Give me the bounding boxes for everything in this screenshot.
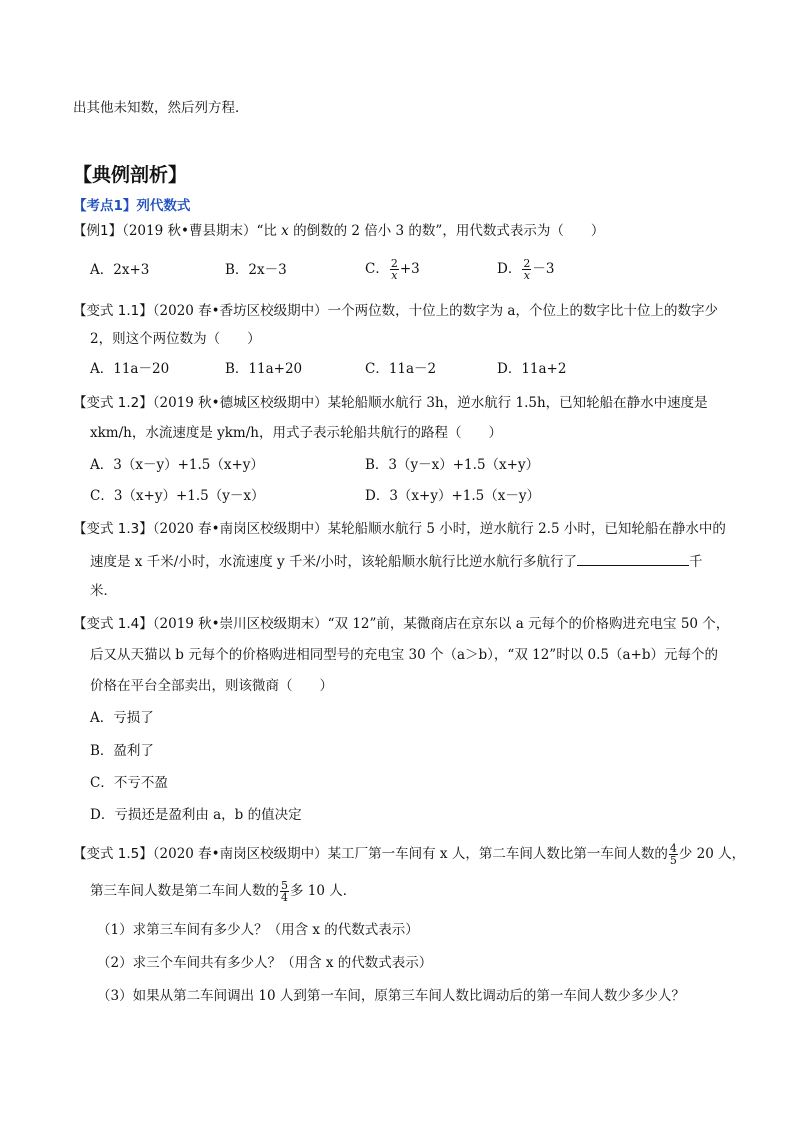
variant-1-5-text2a: 第三车间人数是第二车间人数的 bbox=[90, 883, 279, 899]
fraction-denominator: x bbox=[523, 269, 530, 282]
variant-1-2-text1: （2019 秋•德城区校级期中）某轮船顺水航行 3h，逆水航行 1.5h，已知轮船在静水中速度是 bbox=[152, 395, 708, 411]
variant-1-1-option-a: A．11a－20 bbox=[90, 361, 170, 377]
fraction-2-over-x bbox=[522, 258, 531, 281]
variant-1-5-text1b: 少 20 人， bbox=[678, 846, 746, 862]
option-d-tail: －3 bbox=[532, 261, 555, 277]
variant-1-1-text1: （2020 春•香坊区校级期中）一个两位数，十位上的数字为 a，个位上的数字比十位上的数字少 bbox=[152, 303, 718, 319]
variant-1-2-option-a: A．3（x－y）+1.5（x+y） bbox=[90, 457, 264, 473]
option-c-tail: +3 bbox=[399, 261, 420, 277]
variant-1-3-text1: （2020 春•南岗区校级期中）某轮船顺水航行 5 小时，逆水航行 2.5 小时，已知轮船在静水中的 bbox=[152, 521, 726, 537]
variant-1-5-question-2: （2）求三个车间共有多少人？（用含 x 的代数式表示） bbox=[97, 955, 433, 971]
fraction-5-over-4 bbox=[280, 880, 289, 903]
option-c-label: C． bbox=[365, 261, 389, 277]
example-1-text-b: 的倒数的 2 倍小 3 的数”，用代数式表示为（ ） bbox=[288, 223, 605, 239]
example-1-var: x bbox=[281, 223, 289, 239]
fraction-numerator: 2 bbox=[390, 257, 398, 270]
variant-1-4-line1 bbox=[73, 614, 729, 634]
variant-1-1-line1 bbox=[73, 301, 718, 321]
fraction-numerator: 4 bbox=[669, 842, 677, 855]
variant-1-3-text2: 速度是 x 千米/小时，水流速度 y 千米/小时，该轮船顺水航行比逆水航行多航行了 bbox=[90, 554, 578, 570]
variant-1-1-tag: 【变式 1.1】 bbox=[73, 303, 153, 319]
variant-1-5-text1a: （2020 春•南岗区校级期中）某工厂第一车间有 x 人，第二车间人数比第一车间人数的 bbox=[152, 846, 668, 862]
fraction-denominator: 5 bbox=[669, 854, 677, 867]
fraction-4-over-5 bbox=[669, 843, 678, 866]
example-1-text-a: “比 bbox=[256, 223, 282, 239]
option-d-label: D． bbox=[497, 261, 522, 277]
variant-1-3-tag: 【变式 1.3】 bbox=[73, 521, 153, 537]
example-1-option-d bbox=[497, 258, 554, 281]
variant-1-3-line3: 米． bbox=[90, 583, 117, 599]
example-1-option-b: B．2x－3 bbox=[225, 262, 287, 278]
variant-1-5-line2 bbox=[90, 880, 356, 903]
variant-1-5-line1 bbox=[73, 843, 745, 866]
variant-1-4-line2: 后又从天猫以 b 元每个的价格购进相同型号的充电宝 30 个（a＞b），“双 12”时以 0.5（a+b）元每个的 bbox=[90, 647, 718, 663]
kaodian-heading: 【考点1】列代数式 bbox=[73, 198, 191, 214]
fraction-denominator: 4 bbox=[281, 891, 288, 904]
variant-1-4-line3: 价格在平台全部卖出，则该微商（ ） bbox=[90, 678, 333, 694]
variant-1-5-tag: 【变式 1.5】 bbox=[73, 846, 153, 862]
variant-1-4-option-d: D．亏损还是盈利由 a，b 的值决定 bbox=[90, 807, 302, 823]
example-1-question bbox=[73, 221, 604, 241]
variant-1-1-line2: 2，则这个两位数为（ ） bbox=[90, 331, 261, 347]
variant-1-1-option-c: C．11a－2 bbox=[365, 361, 437, 377]
variant-1-4-option-c: C．不亏不盈 bbox=[90, 775, 168, 791]
variant-1-2-option-c: C．3（x+y）+1.5（y－x） bbox=[90, 488, 265, 504]
example-1-option-c bbox=[365, 258, 420, 281]
variant-1-3-text2-end: 千 bbox=[689, 554, 703, 570]
variant-1-1-option-b: B．11a+20 bbox=[225, 361, 303, 377]
variant-1-2-line2: xkm/h，水流速度是 ykm/h，用式子表示轮船共航行的路程（ ） bbox=[90, 425, 502, 441]
fraction-numerator: 2 bbox=[523, 257, 531, 270]
fraction-2-over-x bbox=[390, 258, 399, 281]
variant-1-2-line1 bbox=[73, 393, 708, 413]
section-title: 【典例剖析】 bbox=[73, 164, 188, 186]
variant-1-5-question-3: （3）如果从第二车间调出 10 人到第一车间，原第三车间人数比调动后的第一车间人数少多少人？ bbox=[97, 988, 685, 1004]
variant-1-2-option-d: D．3（x+y）+1.5（x－y） bbox=[365, 488, 540, 504]
answer-blank[interactable] bbox=[577, 551, 689, 566]
variant-1-5-question-1: （1）求第三车间有多少人？（用含 x 的代数式表示） bbox=[97, 922, 419, 938]
variant-1-2-option-b: B．3（y－x）+1.5（x+y） bbox=[365, 457, 540, 473]
variant-1-4-text1: （2019 秋•崇川区校级期末）“双 12”前，某微商店在京东以 a 元每个的价格购进充电宝 50 个， bbox=[152, 616, 730, 632]
example-1-source: （2019 秋•曹县期末） bbox=[122, 223, 257, 239]
fraction-denominator: x bbox=[391, 269, 398, 282]
variant-1-5-text2b: 多 10 人． bbox=[290, 883, 357, 899]
example-1-tag: 【例1】 bbox=[73, 223, 123, 239]
variant-1-4-tag: 【变式 1.4】 bbox=[73, 616, 153, 632]
variant-1-3-line2 bbox=[90, 551, 703, 572]
example-1-option-a: A．2x+3 bbox=[90, 262, 150, 278]
variant-1-2-tag: 【变式 1.2】 bbox=[73, 395, 153, 411]
intro-tail-text: 出其他未知数，然后列方程． bbox=[73, 100, 249, 116]
variant-1-1-option-d: D．11a+2 bbox=[497, 361, 567, 377]
fraction-numerator: 5 bbox=[281, 879, 288, 892]
variant-1-4-option-b: B．盈利了 bbox=[90, 743, 154, 759]
variant-1-4-option-a: A．亏损了 bbox=[90, 710, 154, 726]
variant-1-3-line1 bbox=[73, 519, 726, 539]
